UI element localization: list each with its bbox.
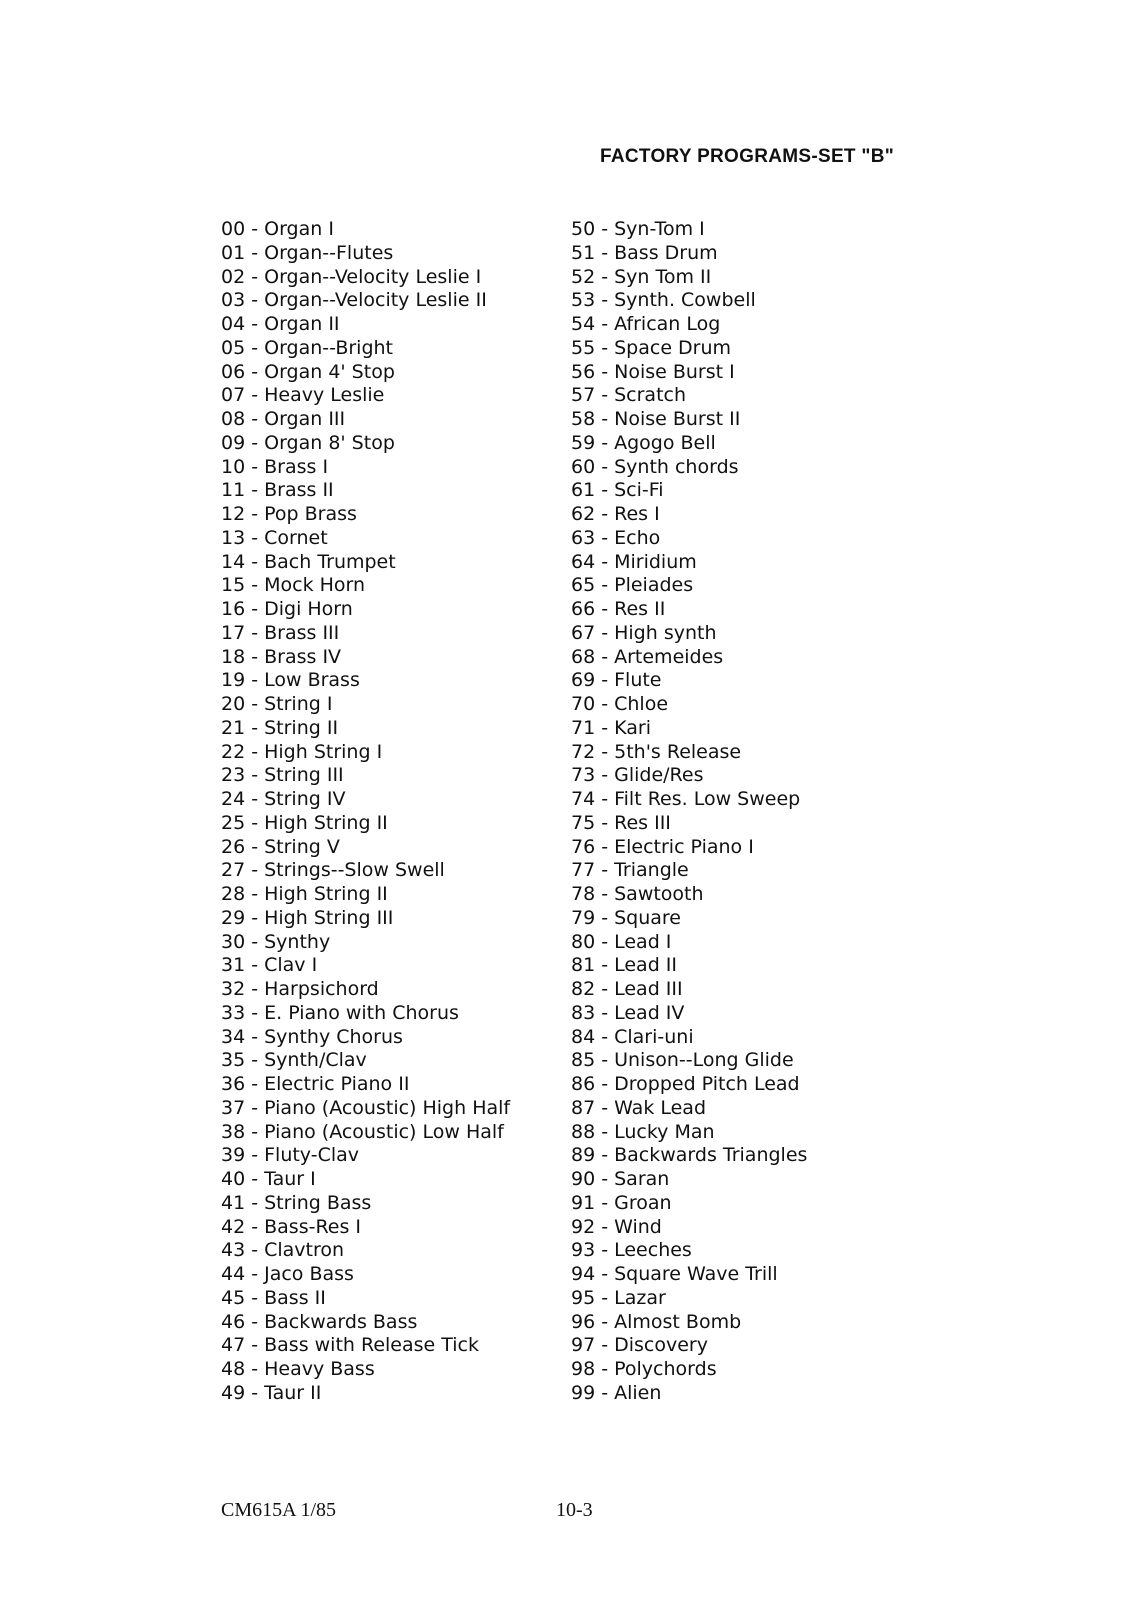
program-item: 11 - Brass II [221, 479, 334, 502]
program-item: 03 - Organ--Velocity Leslie II [221, 289, 487, 312]
program-item: 22 - High String I [221, 740, 383, 763]
program-item: 27 - Strings--Slow Swell [221, 859, 445, 882]
program-item: 73 - Glide/Res [571, 764, 704, 787]
program-item: 23 - String III [221, 764, 344, 787]
program-item: 08 - Organ III [221, 408, 346, 430]
program-item: 45 - Bass II [221, 1286, 326, 1309]
program-item: 67 - High synth [571, 621, 717, 644]
program-item: 35 - Synth/Clav [221, 1049, 367, 1072]
program-item: 68 - Artemeides [571, 645, 724, 668]
program-item: 69 - Flute [571, 669, 662, 692]
program-item: 72 - 5th's Release [571, 740, 742, 763]
program-item: 26 - String V [221, 835, 340, 858]
program-item: 48 - Heavy Bass [221, 1358, 375, 1380]
program-item: 65 - Pleiades [571, 574, 694, 597]
program-item: 14 - Bach Trumpet [221, 550, 396, 573]
program-item: 98 - Polychords [571, 1358, 717, 1380]
program-item: 66 - Res II [571, 598, 666, 620]
program-item: 87 - Wak Lead [571, 1096, 707, 1119]
program-item: 58 - Noise Burst II [571, 408, 741, 430]
program-item: 13 - Cornet [221, 526, 328, 549]
program-item: 12 - Pop Brass [221, 503, 357, 525]
program-item: 92 - Wind [571, 1215, 662, 1238]
program-item: 00 - Organ I [221, 218, 334, 240]
program-item: 78 - Sawtooth [571, 883, 704, 905]
program-item: 60 - Synth chords [571, 455, 739, 478]
program-item: 76 - Electric Piano I [571, 835, 754, 858]
program-item: 10 - Brass I [221, 455, 329, 478]
program-item: 05 - Organ--Bright [221, 336, 394, 359]
program-item: 31 - Clav I [221, 954, 318, 977]
program-item: 71 - Kari [571, 716, 651, 739]
program-item: 47 - Bass with Release Tick [221, 1334, 480, 1357]
program-item: 89 - Backwards Triangles [571, 1144, 808, 1167]
program-item: 91 - Groan [571, 1191, 672, 1214]
program-item: 61 - Sci-Fi [571, 479, 664, 502]
program-item: 93 - Leeches [571, 1239, 692, 1262]
program-item: 07 - Heavy Leslie [221, 384, 385, 407]
page-title: FACTORY PROGRAMS-SET "B" [600, 146, 895, 167]
program-item: 46 - Backwards Bass [221, 1310, 418, 1333]
program-item: 82 - Lead III [571, 978, 683, 1000]
program-item: 80 - Lead I [571, 930, 672, 953]
program-item: 34 - Synthy Chorus [221, 1025, 403, 1048]
program-item: 44 - Jaco Bass [221, 1263, 354, 1285]
program-item: 50 - Syn-Tom I [571, 218, 705, 240]
program-item: 63 - Echo [571, 526, 661, 549]
document-code: CM615A 1/85 [221, 1499, 337, 1521]
program-item: 53 - Synth. Cowbell [571, 289, 756, 312]
program-item: 86 - Dropped Pitch Lead [571, 1073, 800, 1095]
program-item: 79 - Square [571, 906, 682, 929]
program-item: 56 - Noise Burst I [571, 360, 735, 383]
program-item: 15 - Mock Horn [221, 574, 366, 597]
program-item: 83 - Lead IV [571, 1001, 685, 1024]
program-item: 30 - Synthy [221, 930, 331, 953]
program-item: 39 - Fluty-Clav [221, 1144, 360, 1167]
program-item: 64 - Miridium [571, 550, 697, 573]
program-item: 25 - High String II [221, 811, 388, 834]
program-item: 59 - Agogo Bell [571, 431, 716, 454]
program-item: 95 - Lazar [571, 1286, 666, 1309]
program-item: 77 - Triangle [571, 859, 689, 882]
program-item: 96 - Almost Bomb [571, 1310, 742, 1333]
program-item: 88 - Lucky Man [571, 1120, 715, 1143]
program-item: 40 - Taur I [221, 1168, 316, 1190]
program-item: 81 - Lead II [571, 954, 678, 977]
program-item: 85 - Unison--Long Glide [571, 1049, 794, 1072]
program-item: 06 - Organ 4' Stop [221, 360, 395, 383]
program-item: 20 - String I [221, 693, 333, 715]
program-item: 70 - Chloe [571, 693, 669, 715]
program-item: 51 - Bass Drum [571, 241, 718, 264]
page-number: 10-3 [556, 1499, 593, 1521]
program-item: 41 - String Bass [221, 1191, 372, 1214]
program-item: 32 - Harpsichord [221, 978, 379, 1000]
program-item: 28 - High String II [221, 883, 388, 905]
program-item: 33 - E. Piano with Chorus [221, 1001, 459, 1024]
program-item: 57 - Scratch [571, 384, 687, 407]
program-list-left [221, 218, 510, 1406]
program-item: 94 - Square Wave Trill [571, 1263, 778, 1285]
program-item: 84 - Clari-uni [571, 1025, 694, 1048]
program-item: 29 - High String III [221, 906, 394, 929]
program-item: 16 - Digi Horn [221, 598, 353, 620]
program-item: 24 - String IV [221, 788, 346, 810]
program-item: 18 - Brass IV [221, 645, 342, 668]
program-item: 04 - Organ II [221, 313, 340, 335]
program-item: 49 - Taur II [221, 1381, 322, 1404]
program-item: 99 - Alien [571, 1381, 662, 1404]
program-item: 74 - Filt Res. Low Sweep [571, 788, 801, 810]
program-list-right [571, 218, 807, 1406]
program-item: 43 - Clavtron [221, 1239, 345, 1262]
program-item: 90 - Saran [571, 1168, 670, 1190]
program-item: 75 - Res III [571, 811, 671, 834]
program-item: 02 - Organ--Velocity Leslie I [221, 265, 482, 288]
program-item: 21 - String II [221, 716, 339, 739]
program-item: 62 - Res I [571, 503, 660, 525]
program-item: 37 - Piano (Acoustic) High Half [221, 1096, 511, 1119]
program-item: 97 - Discovery [571, 1334, 708, 1357]
program-item: 42 - Bass-Res I [221, 1215, 362, 1238]
program-item: 55 - Space Drum [571, 336, 732, 359]
program-item: 54 - African Log [571, 313, 721, 335]
program-item: 09 - Organ 8' Stop [221, 431, 395, 454]
program-item: 36 - Electric Piano II [221, 1073, 410, 1095]
program-item: 01 - Organ--Flutes [221, 241, 394, 264]
program-item: 52 - Syn Tom II [571, 265, 712, 288]
program-item: 17 - Brass III [221, 621, 340, 644]
program-item: 38 - Piano (Acoustic) Low Half [221, 1120, 504, 1143]
program-item: 19 - Low Brass [221, 669, 360, 692]
